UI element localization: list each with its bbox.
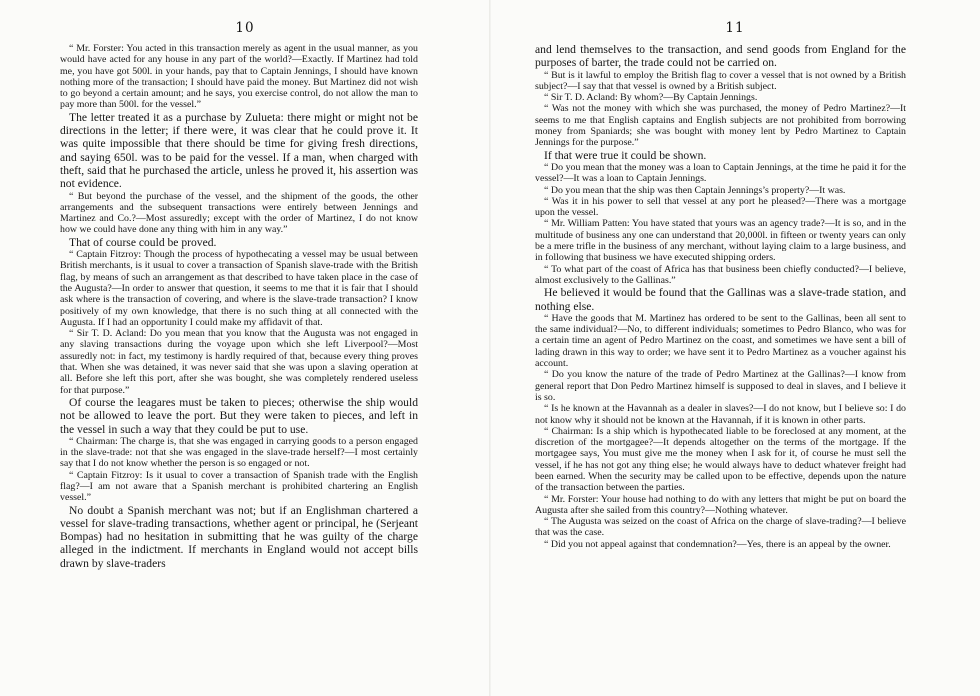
paragraph: “ Do you mean that the ship was then Captain Jennings’s property?—It was. [544, 184, 846, 196]
paragraph: “ Have the goods that M. Martinez has ordered to be sent to the Gallinas, been all sent to the same individual?—No, to different individuals; sometimes to Pedro Blanco, who was for a certain time an agent of Pedro Martinez on the coast, and sometimes we have sent a bill of lading drawn in this way to order; we have sent it to Pedro Martinez as a voucher against his account. [535, 312, 906, 370]
paragraph: “ Chairman: Is a ship which is hypothecated liable to be foreclosed at any moment, at the discretion of the mortgagee?—It depends altogether on the terms of the mortgage. If the mortgagee says, You must give me the money when I ask for it, of course he must sell the vessel, if he has not got any thing else; he would always have to deduct whatever freight had been earned. When the security may be called upon to be effective, depends upon the nature of the transaction between the parties. [535, 425, 906, 494]
paragraph: “ But is it lawful to employ the British flag to cover a vessel that is not owned by a British subject?—I say that that vessel is owned by a British subject. [535, 69, 906, 92]
page-number: 11 [725, 20, 745, 36]
paragraph: “ Is he known at the Havannah as a dealer in slaves?—I do not know, but I believe so: I do not know why it should not be known at the Havannah, if it is known in other parts. [535, 403, 906, 426]
paragraph: If that were true it could be shown. [544, 148, 707, 162]
paragraph: “ The Augusta was seized on the coast of Africa on the charge of slave-trading?—I believe that was the case. [535, 516, 906, 539]
paragraph: “ Do you know the nature of the trade of Pedro Martinez at the Gallinas?—I know from general report that Don Pedro Martinez himself is supposed to deal in slaves, and I believe it is so. [535, 369, 906, 403]
text-column [535, 43, 906, 550]
paragraph: “ Was not the money with which she was purchased, the money of Pedro Martinez?—It seems to me that English captains and English subjects are not prohibited from borrowing money from Spaniards; she was bought with money lent by Pedro Martinez to Captain Jennings for the purpose.” [535, 103, 906, 149]
right-page [490, 0, 980, 696]
paragraph: The letter treated it as a purchase by Zulueta: there might or might not be directions in the letter; if there were, it was clear that he could prove it. It was quite impossible that there should be time for giving fresh directions, and saying 650l. was to be paid for the vessel. If a man, when charged with theft, said that he purchased the article, unless he proved it, his assertion was not evidence. [60, 110, 418, 191]
paragraph: “ Did you not appeal against that condemnation?—Yes, there is an appeal by the owner. [544, 538, 891, 550]
paragraph: No doubt a Spanish merchant was not; but if an Englishman chartered a vessel for slave-trading transactions, whether agent or principal, he (Serjeant Bompas) had no hesitation in submitting that he was guilty of the charge alleged in the indictment. If merchants in England would not accept bills drawn by slave-traders [60, 503, 418, 570]
paragraph: “ To what part of the coast of Africa has that business been chiefly conducted?—I believe, almost exclusively to the Gallinas.” [535, 263, 906, 286]
page-number: 10 [235, 20, 255, 36]
paragraph: and lend themselves to the transaction, and send goods from England for the purposes of barter, the trade could not be carried on. [535, 43, 906, 70]
paragraph: “ Mr. Forster: Your house had nothing to do with any letters that might be put on board the Augusta after she sailed from this country?—Nothing whatever. [535, 493, 906, 516]
paragraph: That of course could be proved. [69, 235, 217, 249]
paragraph: “ But beyond the purchase of the vessel, and the shipment of the goods, the other arrangements and the subsequent transactions were entirely between Jennings and Martinez and Co.?—Most assuredly; except with the order of Martinez, I do not know how we could have done any thing with him in any way.” [60, 190, 418, 236]
paragraph: “ Sir T. D. Acland: Do you mean that you know that the Augusta was not engaged in any slaving transactions during the voyage upon which she left Liverpool?—Most assuredly not: in fact, my testimony is hardly required of that, because every thing proves that. When she was detained, it was never said that she was upon a slaving operation at all. Before she left this port, after she was bought, she was completely rendered useless for that purpose.” [60, 328, 418, 396]
paragraph: “ Captain Fitzroy: Is it usual to cover a transaction of Spanish trade with the English flag?—I am not aware that a Spanish merchant is prohibited chartering an English vessel.” [60, 469, 418, 504]
paragraph: “ Do you mean that the money was a loan to Captain Jennings, at the time he paid it for the vessel?—It was a loan to Captain Jennings. [535, 161, 906, 185]
paragraph: “ Was it in his power to sell that vessel at any port he pleased?—There was a mortgage upon the vessel. [535, 195, 906, 219]
text-column [60, 43, 418, 570]
paragraph: He believed it would be found that the Gallinas was a slave-trade station, and nothing else. [535, 286, 906, 313]
paragraph: “ Sir T. D. Acland: By whom?—By Captain Jennings. [544, 92, 758, 104]
paragraph: “ Mr. William Patten: You have stated that yours was an agency trade?—It is so, and in the multitude of business any one can understand that 20,000l. in fifteen or twenty years can only be a mere trifle in the business of any merchant, without laying claim to a large business, and in following that business we have executed shipping orders. [535, 218, 906, 264]
paragraph: “ Captain Fitzroy: Though the process of hypothecating a vessel may be usual between British merchants, is it usual to cover a transaction of Spanish slave-trade with the British flag, by means of such an arrangement as that described to have taken place in the case of the Augusta?—In order to answer that question, it seems to me that it is fair that I should ask where is the transaction of covering, and where is the slave-trade transaction? I know positively of my own knowledge, that there is no such thing at all connected with the Augusta. If I had an opportunity I could make my affidavit of that. [60, 249, 418, 328]
paragraph: “ Mr. Forster: You acted in this transaction merely as agent in the usual manner, as you would have acted for any house in any part of the world?—Exactly. If Martinez had told me, you have got 500l. in your hands, pay that to Captain Jennings, I should have known nothing more of the transaction; I should have paid the money. But Martinez did not wish to go beyond a certain amount; and he says, you exercise control, do not allow the man to pay more than 500l. for the vessel.” [60, 43, 418, 111]
paragraph: “ Chairman: The charge is, that she was engaged in carrying goods to a person engaged in the slave-trade: not that she was engaged in the slave-trade herself?—I most certainly say that I do not know whether the person is so engaged or not. [60, 435, 418, 470]
paragraph: Of course the leagares must be taken to pieces; otherwise the ship would not be allowed to leave the port. But they were taken to pieces, and left in the vessel in such a way that they could be put to use. [60, 395, 418, 436]
